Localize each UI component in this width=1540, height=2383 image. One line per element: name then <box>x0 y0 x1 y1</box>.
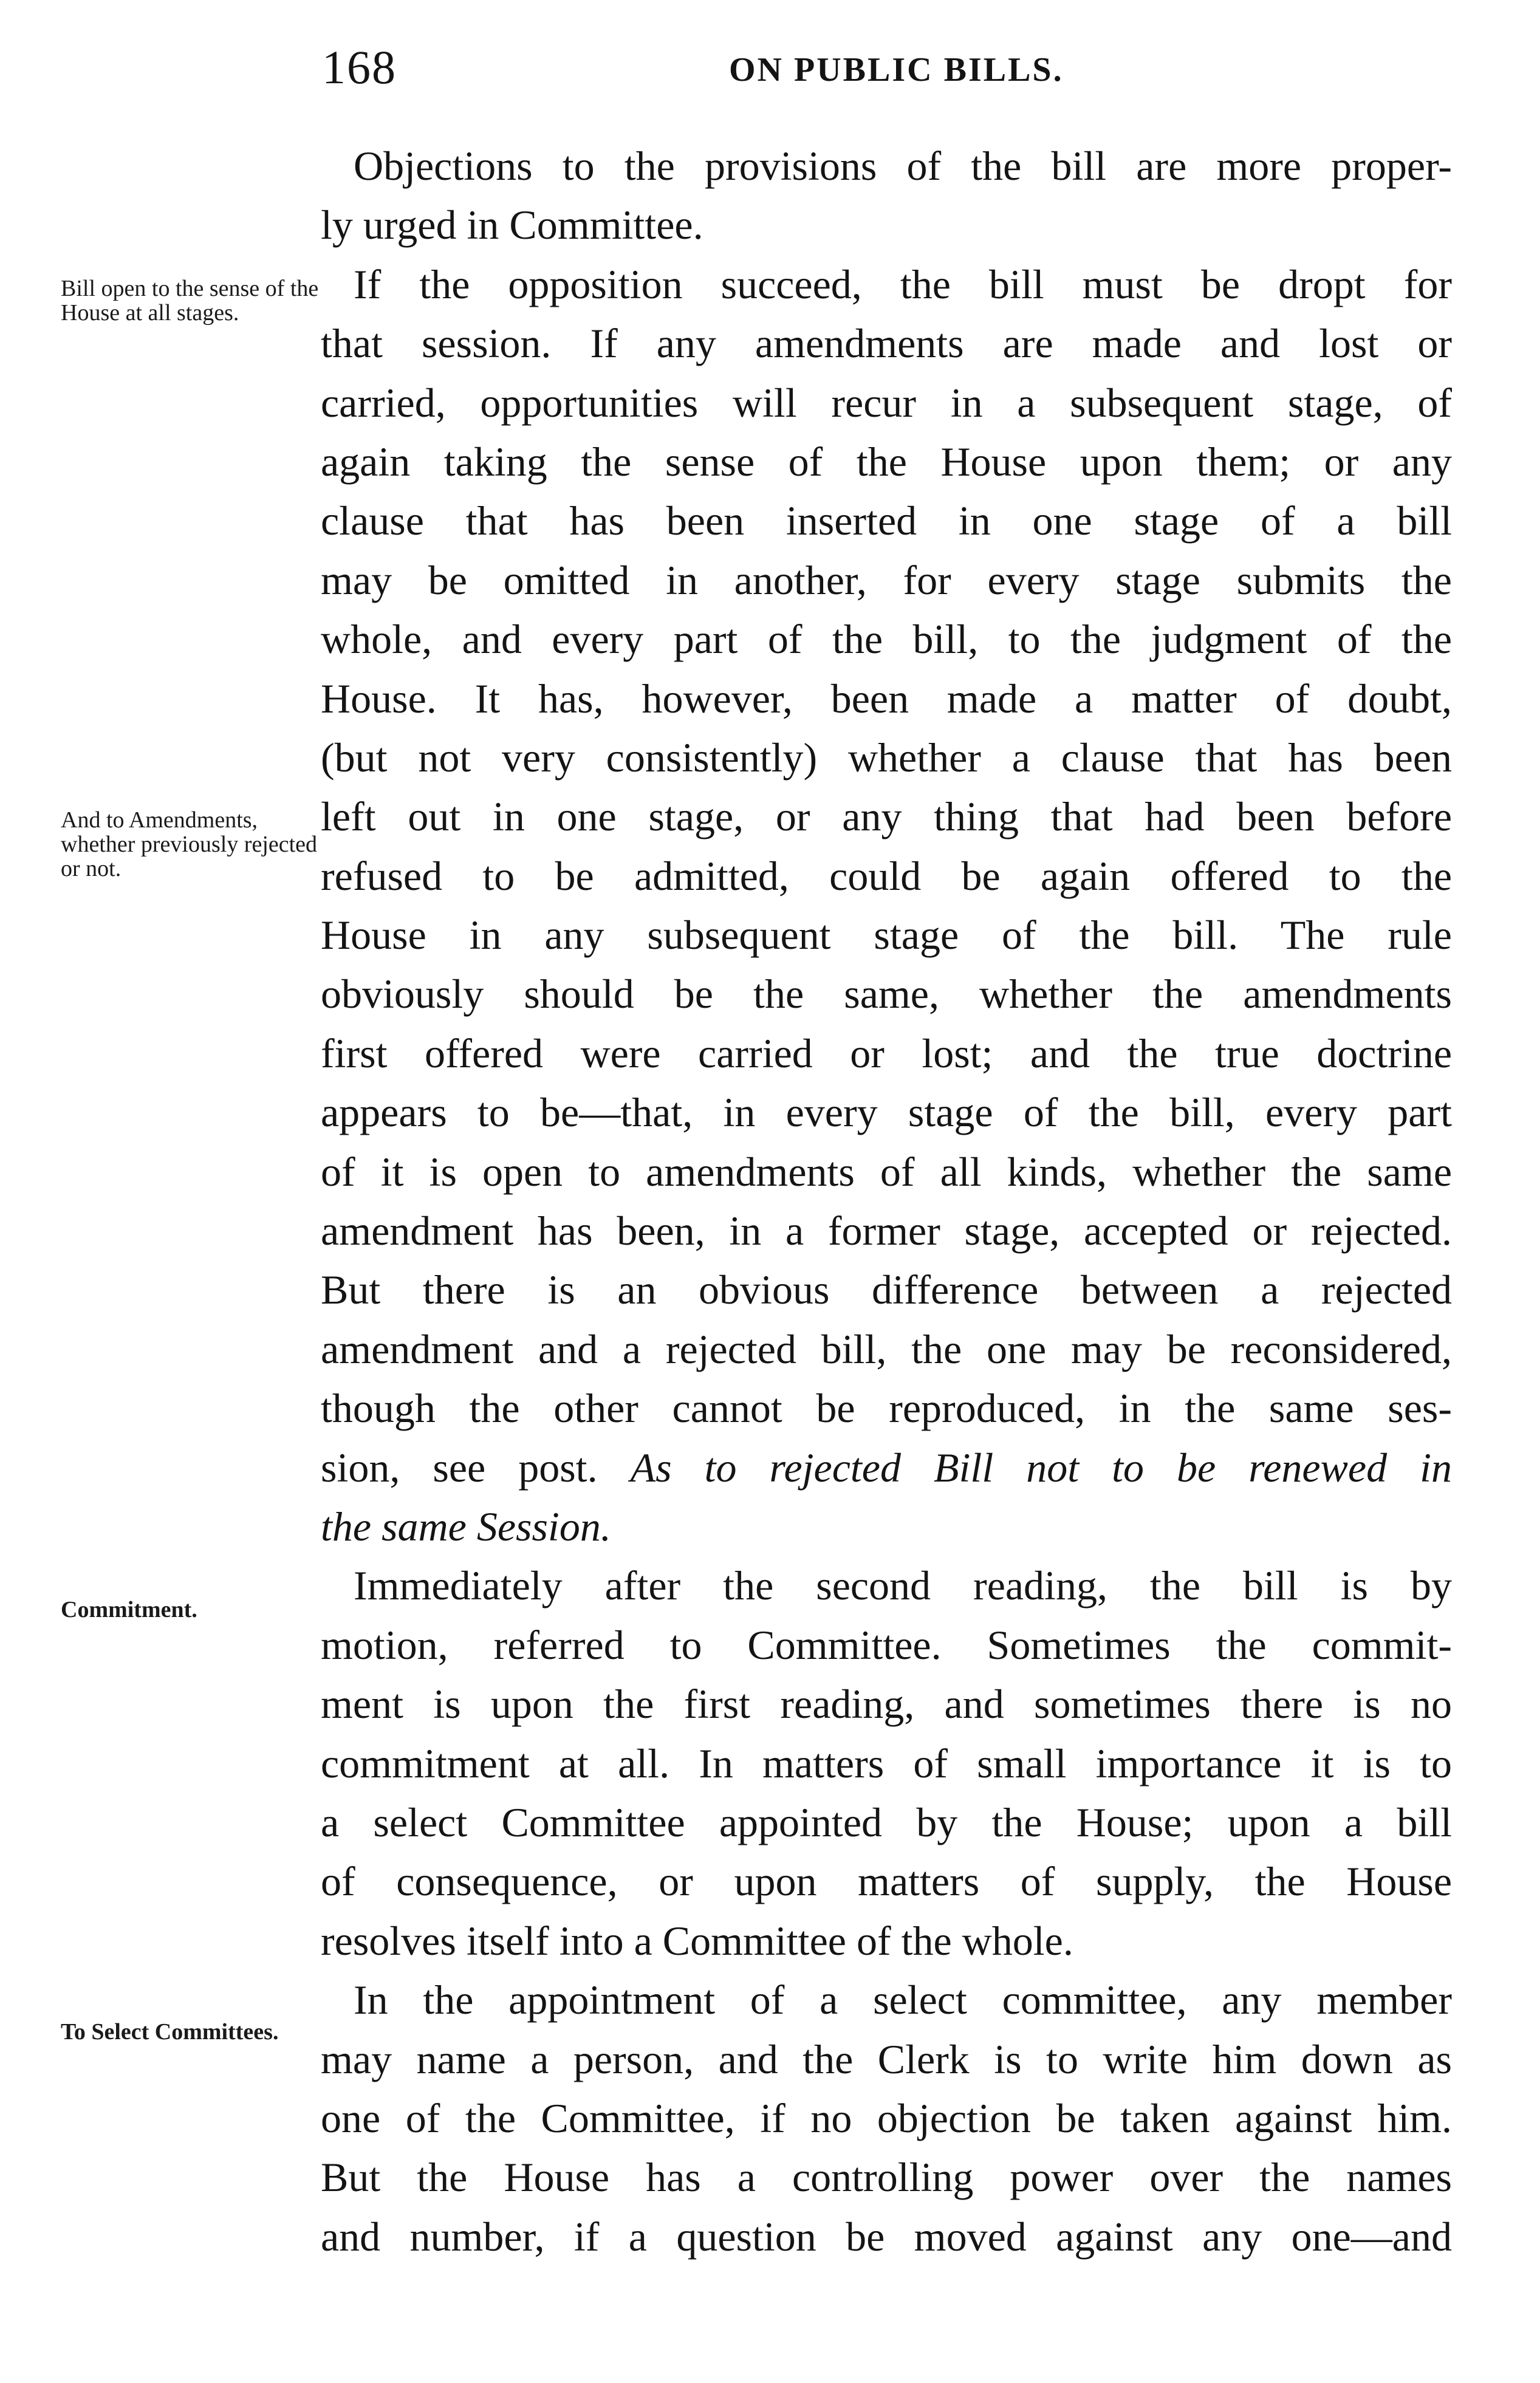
text-line: commitment at all. In matters of small importance it is to <box>321 1740 1452 1786</box>
text-line: one of the Committee, if no objection be taken against him. <box>321 2094 1452 2141</box>
text-line: ment is upon the first reading, and sometimes there is no <box>321 1681 1452 1728</box>
text-line-roman-part: sion, see post. <box>321 1444 598 1491</box>
text-line: House in any subsequent stage of the bill. The rule <box>321 912 1452 959</box>
text-line: If the opposition succeed, the bill must be dropt for <box>354 261 1452 307</box>
text-line: appears to be—that, in every stage of the bill, every part <box>321 1089 1452 1136</box>
text-line: of consequence, or upon matters of supply, the House <box>321 1858 1452 1905</box>
text-line: obviously should be the same, whether the amendments <box>321 971 1452 1017</box>
text-line: clause that has been inserted in one stage of a bill <box>321 497 1452 544</box>
text-line: (but not very consistently) whether a clause that has been <box>321 734 1452 781</box>
text-line: of it is open to amendments of all kinds, whether the same <box>321 1148 1452 1195</box>
text-line: But the House has a controlling power over the names <box>321 2154 1452 2201</box>
text-line: House. It has, however, been made a matter of doubt, <box>321 675 1452 722</box>
body-text <box>321 137 1452 2266</box>
text-line: that session. If any amendments are made and lost or <box>321 320 1452 367</box>
text-line: though the other cannot be reproduced, in the same ses- <box>321 1385 1452 1432</box>
text-line: resolves itself into a Committee of the whole. <box>321 1917 1073 1964</box>
text-line: In the appointment of a select committee, any member <box>354 1977 1452 2023</box>
cross-reference-italic: the same Session. <box>321 1503 611 1550</box>
margin-note-commitment: Commitment. <box>61 1597 197 1622</box>
text-line: But there is an obvious difference between a rejected <box>321 1267 1452 1313</box>
margin-note-select-committees: To Select Committees. <box>61 2019 279 2045</box>
text-line-with-italic <box>321 1438 1452 1497</box>
text-line: amendment and a rejected bill, the one may be reconsidered, <box>321 1325 1452 1372</box>
text-line: amendment has been, in a former stage, accepted or rejected. <box>321 1208 1452 1254</box>
text-line: left out in one stage, or any thing that had been before <box>321 793 1452 840</box>
text-line: and number, if a question be moved against any one—and <box>321 2213 1452 2260</box>
text-line: refused to be admitted, could be again offered to the <box>321 852 1452 899</box>
text-line: ly urged in Committee. <box>321 202 703 248</box>
margin-note-amendments: And to Amendments, whether previously rejected or not. <box>61 807 318 881</box>
text-line: carried, opportunities will recur in a subsequent stage, of <box>321 379 1452 426</box>
text-line: first offered were carried or lost; and the true doctrine <box>321 1030 1452 1076</box>
text-line: may name a person, and the Clerk is to write him down as <box>321 2036 1452 2082</box>
text-line: whole, and every part of the bill, to the judgment of the <box>321 616 1452 663</box>
text-line: motion, referred to Committee. Sometimes the commit- <box>321 1621 1452 1668</box>
page-header <box>322 40 1112 95</box>
text-line: Objections to the provisions of the bill are more proper- <box>354 143 1452 189</box>
text-line: Immediately after the second reading, the bill is by <box>354 1562 1452 1609</box>
running-head: ON PUBLIC BILLS. <box>729 51 1064 89</box>
text-line: again taking the sense of the House upon them; or any <box>321 438 1452 485</box>
page-number: 168 <box>322 41 397 94</box>
text-line: a select Committee appointed by the House; upon a bill <box>321 1799 1452 1845</box>
margin-note-bill-open: Bill open to the sense of the House at all stages. <box>61 276 319 326</box>
text-line <box>321 1497 1452 1556</box>
text-line: may be omitted in another, for every stage submits the <box>321 556 1452 603</box>
cross-reference-italic: As to rejected Bill not to be renewed in <box>630 1444 1452 1491</box>
